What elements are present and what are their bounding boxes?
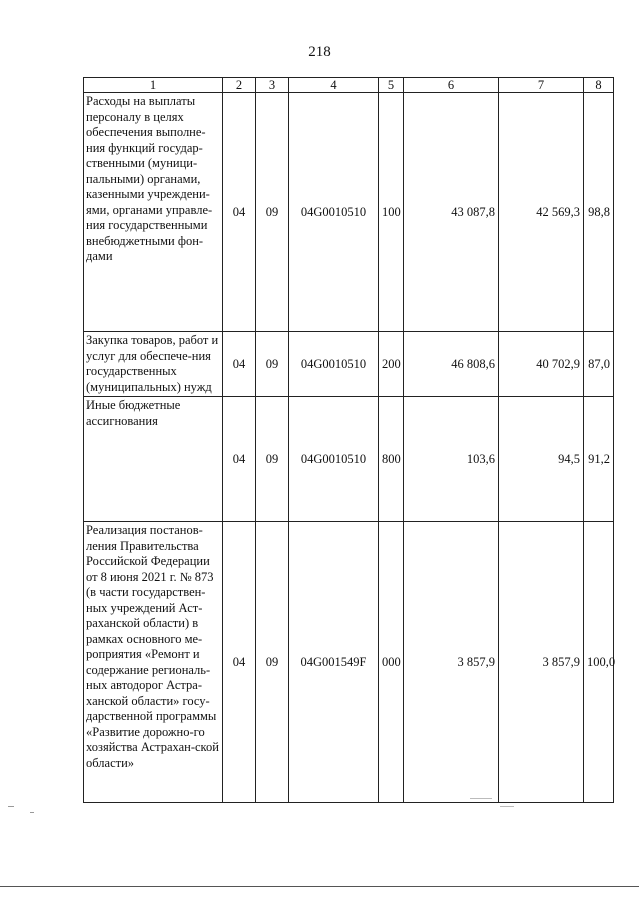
expense-type-code: 200 bbox=[379, 332, 404, 397]
expense-type-code: 100 bbox=[379, 93, 404, 332]
section-code: 04 bbox=[223, 397, 256, 522]
table-row bbox=[84, 397, 614, 522]
col-header-3: 3 bbox=[256, 78, 289, 93]
section-code: 04 bbox=[223, 522, 256, 803]
value-col-6: 3 857,9 bbox=[404, 522, 499, 803]
target-article-code: 04G0010510 bbox=[289, 332, 379, 397]
subsection-code: 09 bbox=[256, 397, 289, 522]
subsection-code: 09 bbox=[256, 332, 289, 397]
row-name: Иные бюджетные ассигнования bbox=[84, 397, 223, 522]
expense-type-code: 800 bbox=[379, 397, 404, 522]
page-number: 218 bbox=[308, 44, 331, 60]
scan-speck bbox=[30, 812, 34, 813]
col-header-7: 7 bbox=[499, 78, 584, 93]
budget-table bbox=[83, 77, 614, 803]
section-code: 04 bbox=[223, 332, 256, 397]
col-header-4: 4 bbox=[289, 78, 379, 93]
value-col-6: 103,6 bbox=[404, 397, 499, 522]
table-row bbox=[84, 93, 614, 332]
value-col-7: 40 702,9 bbox=[499, 332, 584, 397]
scan-speck bbox=[500, 806, 514, 807]
percent-value: 100,0 bbox=[584, 522, 614, 803]
table-header-row bbox=[84, 78, 614, 93]
row-name: Реализация постанов-ления Правительства Российской Федерации от 8 июня 2021 г. № 873 (в части государствен-ных учреждений Аст-раханской области) в рамках основного ме-роприятия «Ремонт и содержание региональ-ных автодорог Астра-ханской области» госу-дарственной программы «Развитие дорожно-го хозяйства Астрахан-ской области» bbox=[84, 522, 223, 803]
value-col-7: 94,5 bbox=[499, 397, 584, 522]
percent-value: 98,8 bbox=[584, 93, 614, 332]
page-edge-line bbox=[0, 886, 639, 887]
target-article-code: 04G001549F bbox=[289, 522, 379, 803]
value-col-7: 42 569,3 bbox=[499, 93, 584, 332]
value-col-7: 3 857,9 bbox=[499, 522, 584, 803]
percent-value: 91,2 bbox=[584, 397, 614, 522]
table-row bbox=[84, 522, 614, 803]
row-name: Расходы на выплаты персоналу в целях обеспечения выполне-ния функций государ-ственными (муници-пальными) органами, казенными учреждени-ями, органами управле-ния государственными внебюджетными фон-дами bbox=[84, 93, 223, 332]
expense-type-code: 000 bbox=[379, 522, 404, 803]
subsection-code: 09 bbox=[256, 522, 289, 803]
target-article-code: 04G0010510 bbox=[289, 397, 379, 522]
col-header-8: 8 bbox=[584, 78, 614, 93]
section-code: 04 bbox=[223, 93, 256, 332]
value-col-6: 46 808,6 bbox=[404, 332, 499, 397]
col-header-5: 5 bbox=[379, 78, 404, 93]
target-article-code: 04G0010510 bbox=[289, 93, 379, 332]
row-name: Закупка товаров, работ и услуг для обеспече-ния государственных (муниципальных) нужд bbox=[84, 332, 223, 397]
percent-value: 87,0 bbox=[584, 332, 614, 397]
scan-speck bbox=[8, 806, 14, 807]
subsection-code: 09 bbox=[256, 93, 289, 332]
col-header-2: 2 bbox=[223, 78, 256, 93]
col-header-1: 1 bbox=[84, 78, 223, 93]
table-row bbox=[84, 332, 614, 397]
value-col-6: 43 087,8 bbox=[404, 93, 499, 332]
scan-speck bbox=[470, 798, 492, 799]
col-header-6: 6 bbox=[404, 78, 499, 93]
